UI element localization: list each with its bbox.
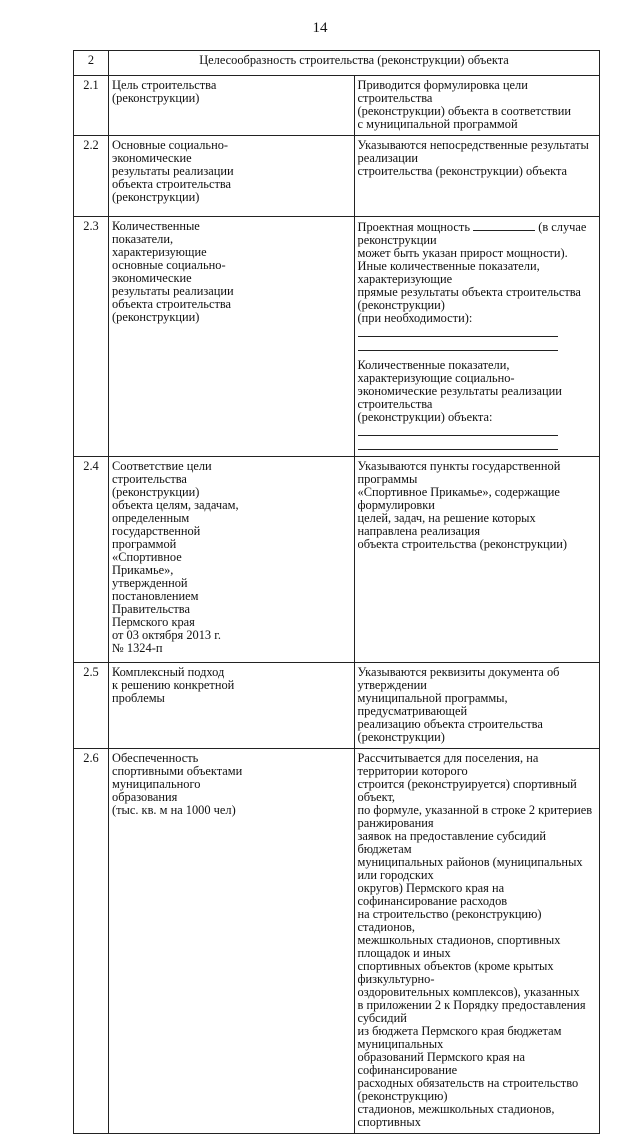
table-row [74, 76, 600, 136]
table-row [74, 217, 600, 457]
row-number: 2.6 [74, 749, 109, 1134]
fill-in-line [358, 438, 558, 450]
row-description: Указываются пункты государственной программы «Спортивное Прикамье», содержащие формулировки целей, задач, на решение которых направлена реализация объекта строительства (реконструкции) [354, 457, 600, 663]
row-number: 2.2 [74, 136, 109, 217]
row-label: Цель строительства (реконструкции) [109, 76, 355, 136]
fill-in-line [358, 325, 558, 337]
capacity-blank [473, 220, 535, 231]
section-title: Целесообразность строительства (реконструкции) объекта [109, 51, 600, 76]
row-description: Указываются реквизиты документа об утверждении муниципальной программы, предусматривающей реализацию объекта строительства (реконструкции) [354, 663, 600, 749]
section-number: 2 [74, 51, 109, 76]
row-label: Соответствие цели строительства (реконструкции) объекта целям, задачам, определенным государственной программой «Спортивное Прикамье», утвержденной постановлением Правительства Пермского края от 03 октября 2013 г. № 1324-п [109, 457, 355, 663]
table-row [74, 457, 600, 663]
capacity-label: Проектная мощность [357, 220, 470, 234]
table-row [74, 749, 600, 1134]
row-description: Проектная мощность (в случае реконструкции может быть указан прирост мощности). Иные количественные показатели, характеризующие прямые результаты объекта строительства (реконструкции) (при необходимости): Количественные показатели, характеризующие социально- экономические результаты реализации строительства (реконструкции) объекта: [354, 217, 600, 457]
table-row [74, 663, 600, 749]
fill-in-line [358, 339, 558, 351]
row-label: Комплексный подход к решению конкретной проблемы [109, 663, 355, 749]
row-description: Приводится формулировка цели строительства (реконструкции) объекта в соответствии с муниципальной программой [354, 76, 600, 136]
row-number: 2.1 [74, 76, 109, 136]
row-label: Обеспеченность спортивными объектами муниципального образования (тыс. кв. м на 1000 чел) [109, 749, 355, 1134]
criteria-table [73, 50, 600, 1134]
row-description: Указываются непосредственные результаты реализации строительства (реконструкции) объекта [354, 136, 600, 217]
row-number: 2.5 [74, 663, 109, 749]
row-label: Основные социально- экономические результаты реализации объекта строительства (реконструкции) [109, 136, 355, 217]
row-label: Количественные показатели, характеризующие основные социально- экономические результаты реализации объекта строительства (реконструкции) [109, 217, 355, 457]
row-number: 2.4 [74, 457, 109, 663]
row-number: 2.3 [74, 217, 109, 457]
table-header-row [74, 51, 600, 76]
row-description: Рассчитывается для поселения, на территории которого строится (реконструируется) спортивный объект, по формуле, указанной в строке 2 критериев ранжирования заявок на предоставление субсидий бюджетам муниципальных районов (муниципальных или городских округов) Пермского края на софинансирование расходов на строительство (реконструкцию) стадионов, межшкольных стадионов, спортивных площадок и иных спортивных объектов (кроме крытых физкультурно- оздоровительных комплексов), указанных в приложении 2 к Порядку предоставления субсидий из бюджета Пермского края бюджетам муниципальных образований Пермского края на софинансирование расходных обязательств на строительство (реконструкцию) стадионов, межшкольных стадионов, спортивных [354, 749, 600, 1134]
fill-in-line [358, 424, 558, 436]
page-number: 14 [312, 20, 328, 36]
table-row [74, 136, 600, 217]
